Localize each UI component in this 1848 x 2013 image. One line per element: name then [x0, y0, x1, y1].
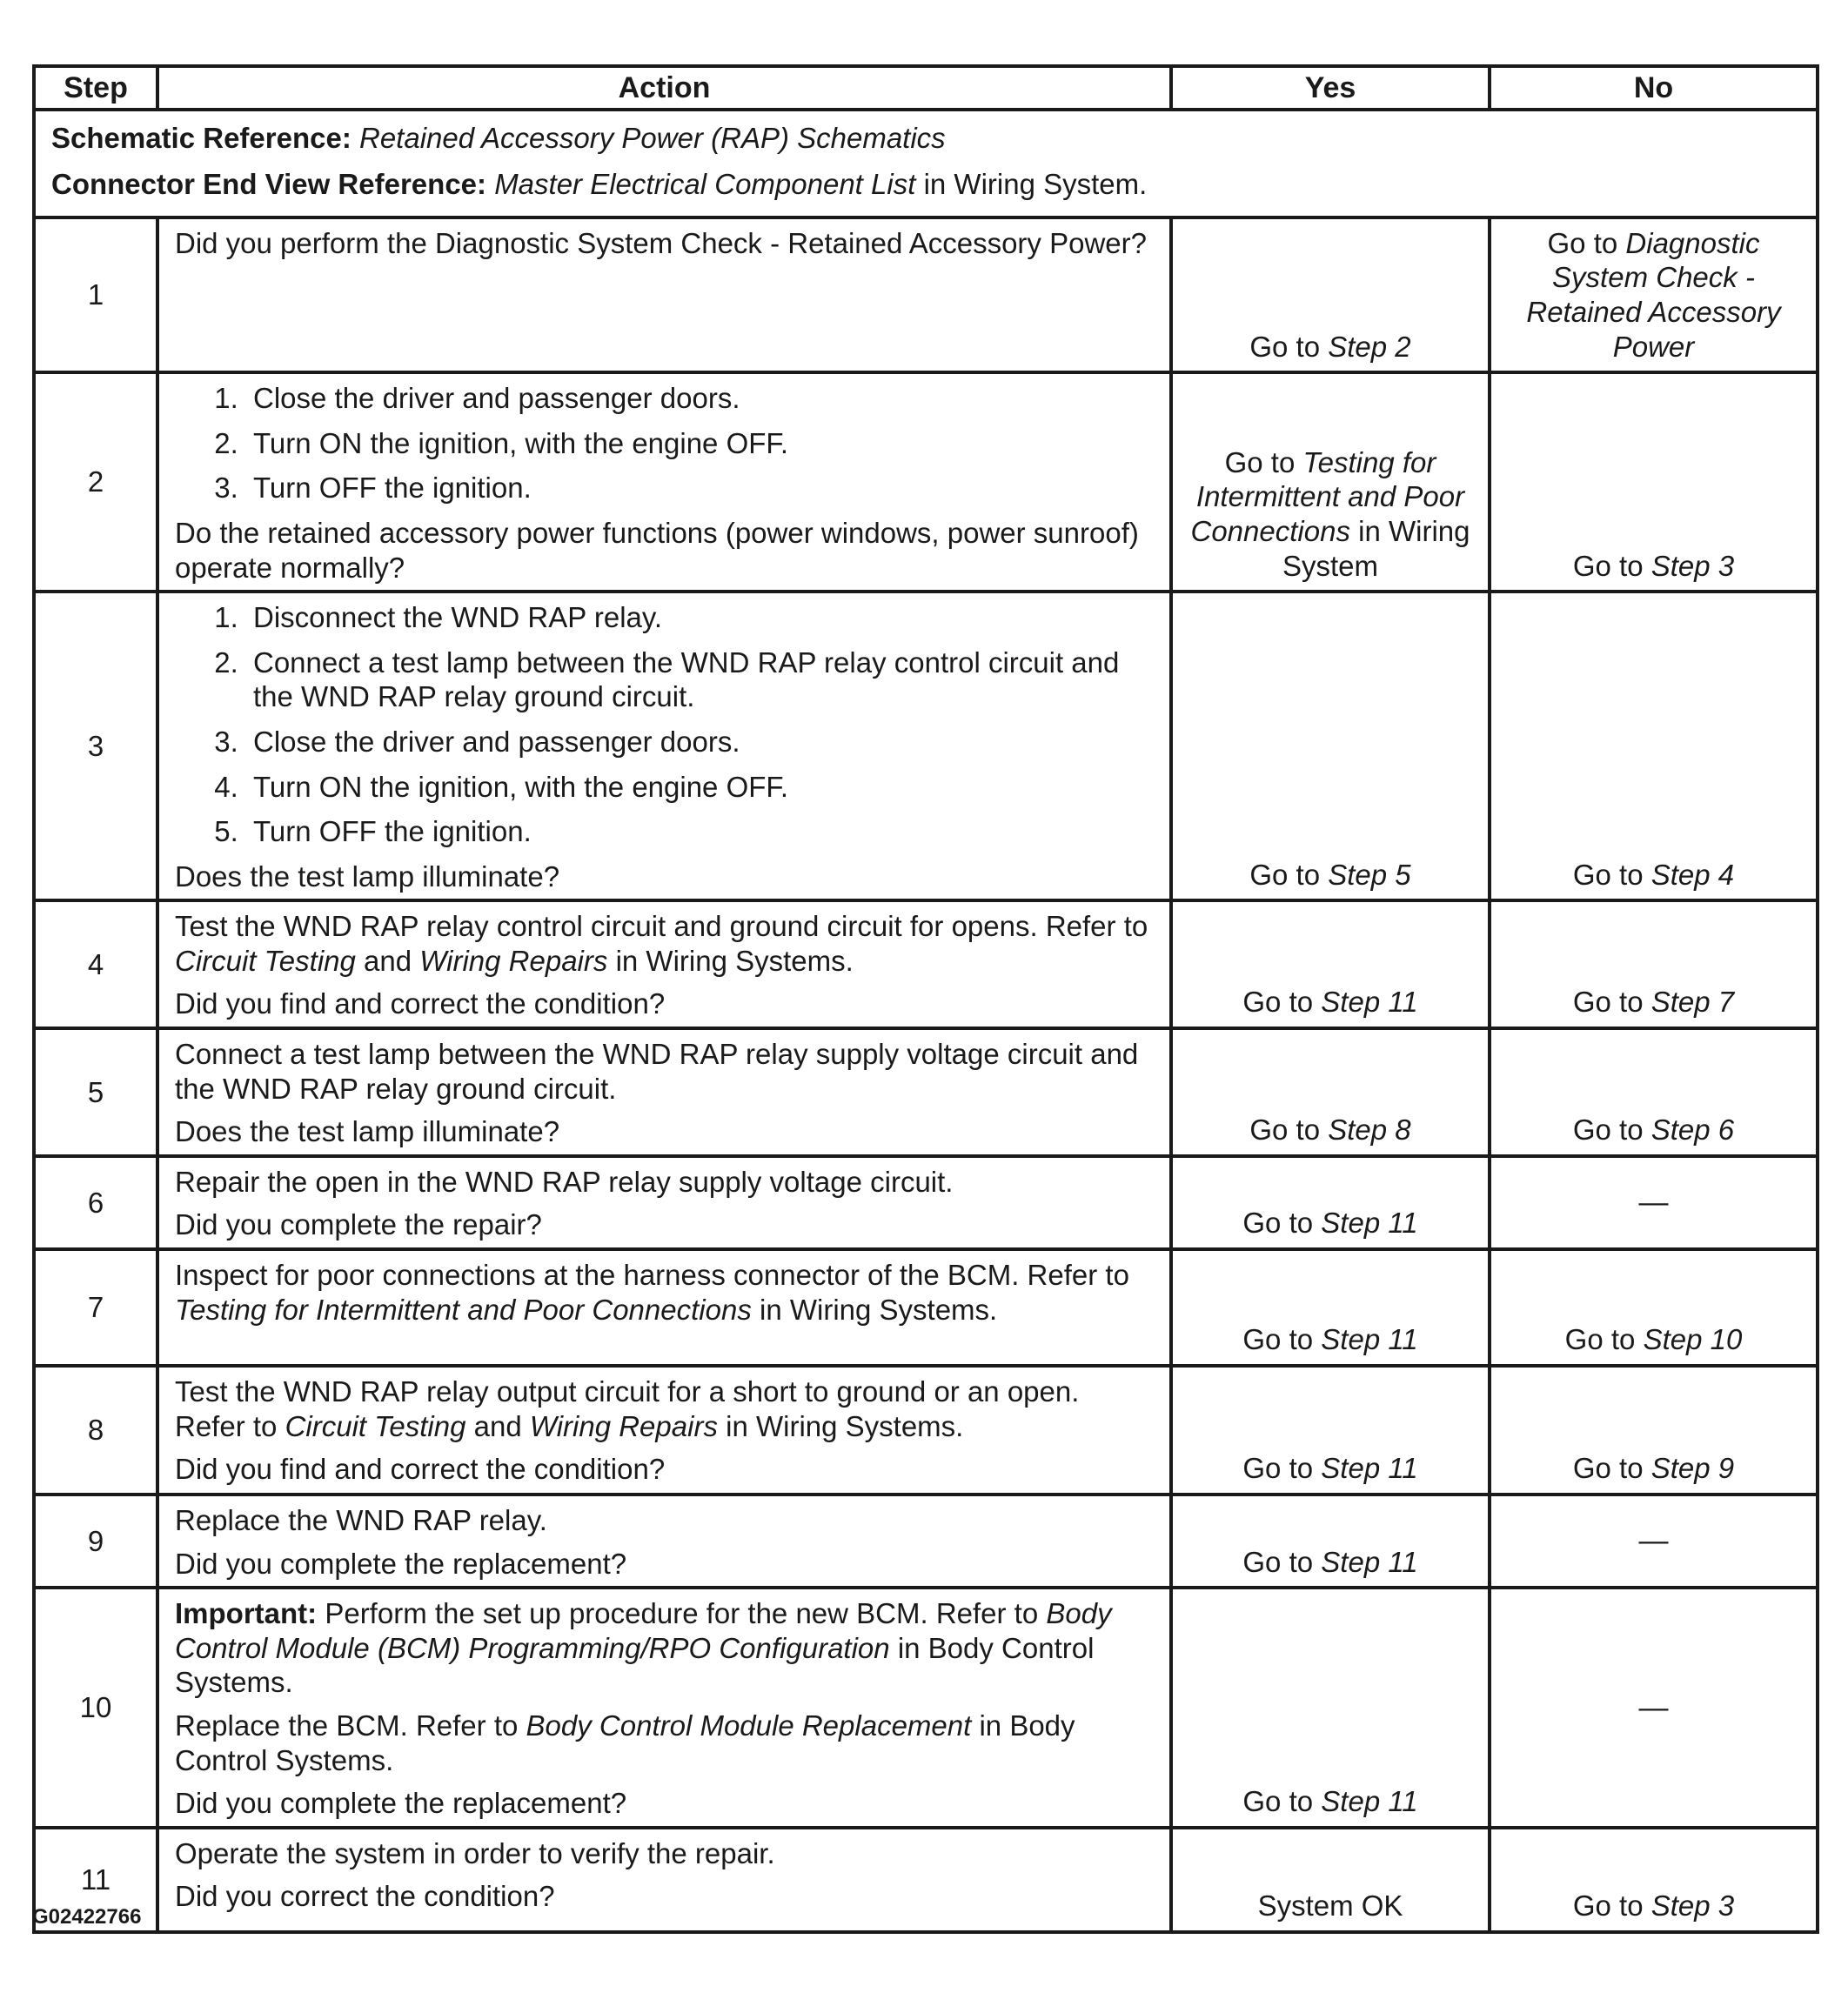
diagnostic-table — [32, 64, 1819, 1934]
header-no: No — [1490, 66, 1818, 110]
yes-cell — [1171, 900, 1490, 1028]
action-cell — [157, 1495, 1171, 1588]
step-number: 4 — [34, 900, 157, 1028]
no-dash: — — [1638, 1186, 1669, 1220]
table-row — [34, 592, 1818, 900]
action-cell — [157, 1588, 1171, 1828]
yes-cell — [1171, 1366, 1490, 1495]
yes-prefix: Go to — [1249, 330, 1321, 363]
connector-reference-label: Connector End View Reference: — [51, 167, 487, 200]
no-cell — [1490, 1828, 1818, 1932]
yes-prefix: Go to — [1242, 1323, 1314, 1356]
important-label: Important: — [175, 1597, 318, 1630]
yes-prefix: Go to — [1242, 1207, 1314, 1240]
figure-id: G02422766 — [32, 1905, 142, 1929]
action-cell — [157, 1028, 1171, 1156]
yes-step-link[interactable]: Step 11 — [1321, 1785, 1418, 1818]
no-prefix: Go to — [1572, 1114, 1644, 1147]
schematic-reference-value: Retained Accessory Power (RAP) Schematics — [359, 122, 946, 154]
no-step-link[interactable]: Step 6 — [1650, 1114, 1735, 1147]
action-cell — [157, 217, 1171, 372]
step-number: 6 — [34, 1156, 157, 1249]
no-prefix: Go to — [1564, 1323, 1636, 1356]
yes-cell — [1171, 372, 1490, 592]
header-action: Action — [157, 66, 1171, 110]
procedure-item: 2. Turn ON the ignition, with the engine OFF. — [246, 426, 1154, 461]
no-step-link[interactable]: Step 9 — [1650, 1452, 1735, 1485]
no-prefix: Go to — [1547, 226, 1618, 259]
procedure-item: 2. Connect a test lamp between the WND RAP relay control circuit and the WND RAP relay ground circuit. — [246, 645, 1154, 714]
table-row — [34, 1156, 1818, 1249]
important-text: Perform the set up procedure for the new BCM. Refer to — [325, 1597, 1039, 1630]
no-step-link[interactable]: Step 3 — [1650, 549, 1735, 582]
action-question: Did you find and correct the condition? — [175, 1453, 666, 1486]
yes-prefix: Go to — [1242, 986, 1314, 1019]
yes-cell — [1171, 217, 1490, 372]
yes-cell — [1171, 1828, 1490, 1932]
step-number: 10 — [34, 1588, 157, 1828]
step-number: 2 — [34, 372, 157, 592]
action-question: Did you find and correct the condition? — [175, 987, 666, 1020]
yes-prefix: Go to — [1224, 445, 1296, 478]
yes-step-link[interactable]: Step 11 — [1321, 986, 1418, 1019]
replace-text: Replace the BCM. Refer to — [175, 1709, 519, 1742]
procedure-item: 1. Disconnect the WND RAP relay. — [246, 600, 1154, 635]
yes-cell — [1171, 1156, 1490, 1249]
action-cell — [157, 372, 1171, 592]
action-cell — [157, 592, 1171, 900]
action-line: Inspect for poor connections at the harness connector of the BCM. — [175, 1259, 1020, 1292]
yes-step-link[interactable]: Step 11 — [1321, 1545, 1418, 1578]
header-step: Step — [34, 66, 157, 110]
procedure-item: 3. Turn OFF the ignition. — [246, 471, 1154, 505]
connector-reference-value: Master Electrical Component List — [494, 167, 916, 200]
refer-to-text: Refer to — [1045, 910, 1148, 943]
step-number: 1 — [34, 217, 157, 372]
step-number: 8 — [34, 1366, 157, 1495]
yes-step-link[interactable]: Step 2 — [1328, 330, 1411, 363]
table-row — [34, 1828, 1818, 1932]
reference-suffix: in Body Control Systems. — [175, 1631, 1095, 1699]
yes-prefix: Go to — [1242, 1785, 1314, 1818]
no-prefix: Go to — [1572, 1452, 1644, 1485]
action-text: Replace the WND RAP relay. — [175, 1504, 547, 1537]
header-row — [34, 66, 1818, 110]
schematic-reference — [51, 120, 1800, 157]
no-cell — [1490, 592, 1818, 900]
reference-suffix: in Body Control Systems. — [175, 1709, 1075, 1776]
action-line: Test the WND RAP relay output circuit for a short to ground or an open. — [175, 1375, 1080, 1408]
yes-step-link[interactable]: Step 8 — [1328, 1114, 1411, 1147]
table-row — [34, 900, 1818, 1028]
yes-cell — [1171, 1028, 1490, 1156]
action-cell — [157, 1156, 1171, 1249]
table-row — [34, 372, 1818, 592]
reference-link[interactable]: Wiring Repairs — [419, 944, 608, 977]
yes-step-link[interactable]: Step 11 — [1321, 1207, 1418, 1240]
no-step-link[interactable]: Step 10 — [1643, 1323, 1743, 1356]
procedure-item: 4. Turn ON the ignition, with the engine OFF. — [246, 770, 1154, 805]
action-cell — [157, 1828, 1171, 1932]
procedure-list — [175, 381, 1154, 505]
conjunction-text: and — [364, 944, 412, 977]
no-cell — [1490, 1588, 1818, 1828]
diagnostic-table-container — [32, 64, 1816, 1934]
no-prefix: Go to — [1572, 986, 1644, 1019]
no-cell — [1490, 1366, 1818, 1495]
no-cell — [1490, 1249, 1818, 1366]
no-prefix: Go to — [1572, 858, 1644, 891]
schematic-reference-label: Schematic Reference: — [51, 122, 352, 154]
table-row — [34, 1028, 1818, 1156]
yes-step-link[interactable]: Testing for Intermittent and Poor Connections — [1190, 445, 1465, 547]
no-cell — [1490, 900, 1818, 1028]
action-question: Did you complete the replacement? — [175, 1547, 627, 1580]
no-cell — [1490, 1495, 1818, 1588]
yes-suffix: in Wiring System — [1282, 514, 1470, 582]
system-ok-text: System OK — [1257, 1889, 1403, 1923]
reference-link[interactable]: Wiring Repairs — [529, 1409, 718, 1442]
reference-row — [34, 110, 1818, 217]
reference-link[interactable]: Circuit Testing — [175, 944, 356, 977]
action-cell — [157, 1366, 1171, 1495]
no-prefix: Go to — [1572, 1889, 1644, 1923]
step-number: 7 — [34, 1249, 157, 1366]
reference-link[interactable]: Testing for Intermittent and Poor Connections — [175, 1293, 752, 1326]
yes-step-link[interactable]: Step 11 — [1321, 1323, 1418, 1356]
step-number: 3 — [34, 592, 157, 900]
header-yes: Yes — [1171, 66, 1490, 110]
action-text: Did you perform the Diagnostic System Check - Retained Accessory Power? — [175, 226, 1147, 259]
yes-prefix: Go to — [1249, 1114, 1321, 1147]
reference-suffix: in Wiring Systems. — [760, 1293, 998, 1326]
action-text — [175, 909, 1154, 978]
table-row — [34, 217, 1818, 372]
action-question: Do the retained accessory power functions (power windows, power sunroof) operate normally? — [175, 516, 1139, 584]
procedure-item: 1. Close the driver and passenger doors. — [246, 381, 1154, 416]
procedure-item: 3. Close the driver and passenger doors. — [246, 725, 1154, 759]
yes-prefix: Go to — [1242, 1452, 1314, 1485]
action-question: Did you complete the repair? — [175, 1208, 542, 1241]
yes-cell — [1171, 1249, 1490, 1366]
yes-cell — [1171, 1495, 1490, 1588]
procedure-list — [175, 600, 1154, 849]
connector-reference — [51, 166, 1800, 204]
reference-link[interactable]: Circuit Testing — [285, 1409, 466, 1442]
no-dash: — — [1638, 1690, 1669, 1724]
yes-cell — [1171, 592, 1490, 900]
action-text — [175, 1374, 1154, 1443]
yes-prefix: Go to — [1249, 858, 1321, 891]
important-note — [175, 1596, 1154, 1700]
action-text: Repair the open in the WND RAP relay supply voltage circuit. — [175, 1165, 954, 1198]
yes-step-link[interactable]: Step 5 — [1328, 858, 1411, 891]
action-question: Does the test lamp illuminate? — [175, 859, 560, 893]
action-text: Connect a test lamp between the WND RAP relay supply voltage circuit and the WND RAP relay ground circuit. — [175, 1038, 1139, 1105]
no-cell — [1490, 1028, 1818, 1156]
yes-step-link[interactable]: Step 11 — [1321, 1452, 1418, 1485]
step-number: 11 — [34, 1828, 157, 1932]
no-cell — [1490, 1156, 1818, 1249]
no-step-link[interactable]: Step 4 — [1650, 858, 1735, 891]
yes-cell — [1171, 1588, 1490, 1828]
table-row — [34, 1588, 1818, 1828]
action-text: Operate the system in order to verify the repair. — [175, 1836, 775, 1869]
reference-suffix: in Wiring Systems. — [726, 1409, 964, 1442]
action-question: Did you complete the replacement? — [175, 1787, 627, 1820]
table-row — [34, 1495, 1818, 1588]
action-line: Test the WND RAP relay control circuit and ground circuit for opens. — [175, 910, 1038, 943]
no-dash: — — [1638, 1524, 1669, 1558]
reference-suffix: in Wiring Systems. — [615, 944, 854, 977]
action-cell — [157, 900, 1171, 1028]
replace-instruction — [175, 1709, 1154, 1777]
reference-link[interactable]: Body Control Module Replacement — [526, 1709, 972, 1742]
action-question: Did you correct the condition? — [175, 1880, 555, 1913]
no-cell — [1490, 217, 1818, 372]
action-cell — [157, 1249, 1171, 1366]
table-row — [34, 1249, 1818, 1366]
reference-cell — [34, 110, 1818, 217]
step-number: 5 — [34, 1028, 157, 1156]
reference-link[interactable]: Body Control Module (BCM) Programming/RPO Configuration — [175, 1597, 1112, 1664]
refer-to-text: Refer to — [175, 1409, 278, 1442]
connector-reference-suffix: in Wiring System. — [923, 167, 1148, 200]
refer-to-text: Refer to — [1027, 1259, 1129, 1292]
no-cell — [1490, 372, 1818, 592]
conjunction-text: and — [473, 1409, 522, 1442]
action-question: Does the test lamp illuminate? — [175, 1115, 560, 1148]
step-number: 9 — [34, 1495, 157, 1588]
no-step-link[interactable]: Diagnostic System Check - Retained Accessory Power — [1526, 226, 1781, 363]
action-text — [175, 1258, 1154, 1327]
yes-prefix: Go to — [1242, 1545, 1314, 1578]
no-prefix: Go to — [1572, 549, 1644, 582]
no-step-link[interactable]: Step 7 — [1650, 986, 1735, 1019]
procedure-item: 5. Turn OFF the ignition. — [246, 814, 1154, 849]
no-step-link[interactable]: Step 3 — [1650, 1889, 1735, 1923]
table-row — [34, 1366, 1818, 1495]
